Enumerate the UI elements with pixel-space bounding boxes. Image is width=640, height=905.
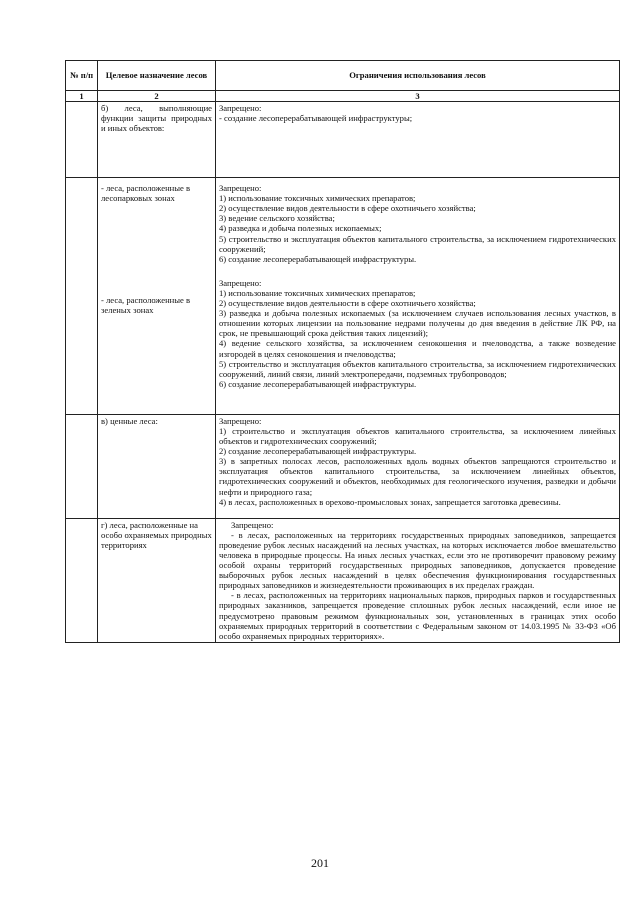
restriction-item: 4) ведение сельского хозяйства, за исключением сенокошения и пчеловодства, а также возведение изгородей в целях сенокошения и пчеловодства; xyxy=(219,338,616,359)
restriction-title: Запрещено: xyxy=(219,183,262,194)
purpose-cell: в) ценные леса: xyxy=(98,414,216,518)
header-row xyxy=(66,61,620,91)
table-row xyxy=(66,414,620,518)
restriction-list xyxy=(219,113,616,123)
purpose-cell: г) леса, расположенные на особо охраняемых природных территориях xyxy=(98,518,216,642)
restriction-item: 2) осуществление видов деятельности в сфере охотничьего хозяйства; xyxy=(219,298,476,309)
column-number: 1 xyxy=(66,91,98,102)
restriction-item: 4) разведка и добыча полезных ископаемых; xyxy=(219,223,382,234)
restriction-item: - создание лесоперерабатывающей инфраструктуры; xyxy=(219,113,413,124)
purpose-green-zones: - леса, расположенные в зеленых зонах xyxy=(101,295,191,316)
restriction-list xyxy=(219,193,616,264)
restriction-title: Запрещено: xyxy=(219,103,262,114)
restriction-list xyxy=(219,288,616,389)
column-number: 2 xyxy=(98,91,216,102)
column-number: 3 xyxy=(216,91,620,102)
column-number-row xyxy=(66,91,620,102)
table-row xyxy=(66,102,620,178)
restrictions-cell xyxy=(216,102,620,178)
restriction-item: 5) строительство и эксплуатация объектов капитального строительства, за исключением гидротехнических сооружений, линий связи, линий электропередачи, подземных трубопроводов; xyxy=(219,358,616,379)
row-number-cell xyxy=(66,178,98,415)
restriction-item: 2) создание лесоперерабатывающей инфраструктуры. xyxy=(219,446,417,457)
table-row xyxy=(66,178,620,415)
restrictions-cell xyxy=(216,414,620,518)
restriction-title: Запрещено: xyxy=(219,277,262,288)
restriction-item: - в лесах, расположенных на территориях национальных парков, природных парков и государственных природных заказников, запрещается проведение сплошных рубок лесных насаждений, если иное не предусмотрено правовым режимом функциональных зон, установленных в границах этих особо охраняемых природных территорий в соответствии с Федеральным законом от 14.03.1995 № 33-ФЗ «Об особо охраняемых природных территориях». xyxy=(219,590,616,641)
restriction-item: 1) использование токсичных химических препаратов; xyxy=(219,287,416,298)
restriction-item: 1) использование токсичных химических препаратов; xyxy=(219,193,416,204)
header-restrictions: Ограничения использования лесов xyxy=(216,61,620,91)
page-number: 201 xyxy=(311,856,329,870)
row-number-cell xyxy=(66,414,98,518)
table-row xyxy=(66,518,620,642)
restriction-list xyxy=(219,426,616,507)
restrictions-cell xyxy=(216,518,620,642)
restriction-item: 3) в запретных полосах лесов, расположенных вдоль водных объектов запрещаются строительство и эксплуатация объектов капитального строительства, за исключением линейных объектов, гидротехнических сооружений и объектов, необходимых для геологического изучения, разведки и добычи нефти и природного газа; xyxy=(219,456,616,497)
restriction-item: 6) создание лесоперерабатывающей инфраструктуры. xyxy=(219,378,417,389)
restriction-item: 4) в лесах, расположенных в орехово-промысловых зонах, запрещается заготовка древесины. xyxy=(219,496,561,507)
row-number-cell xyxy=(66,102,98,178)
purpose-forest-park: - леса, расположенные в лесопарковых зонах xyxy=(101,183,191,204)
purpose-cell: б) леса, выполняющие функции защиты природных и иных объектов: xyxy=(98,102,216,178)
row-number-cell xyxy=(66,518,98,642)
restrictions-cell xyxy=(216,178,620,415)
restriction-item: 3) разведка и добыча полезных ископаемых (за исключением случаев использования лесных участков, в отношении которых лицензии на пользование недрами получены до дня введения в действие ЛК РФ, на срок, не превышающий срока действия таких лицензий); xyxy=(219,308,616,339)
restrictions-table xyxy=(65,60,620,643)
restriction-item: 6) создание лесоперерабатывающей инфраструктуры. xyxy=(219,253,417,264)
header-purpose: Целевое назначение лесов xyxy=(98,61,216,91)
restriction-title: Запрещено: xyxy=(219,415,262,426)
header-num: № п/п xyxy=(66,61,98,91)
restriction-item: 2) осуществление видов деятельности в сфере охотничьего хозяйства; xyxy=(219,203,476,214)
purpose-cell xyxy=(98,178,216,415)
restriction-item: 5) строительство и эксплуатация объектов капитального строительства, за исключением гидротехнических сооружений; xyxy=(219,233,616,254)
restriction-item: - в лесах, расположенных на территориях государственных природных заповедников, запрещается проведение рубок лесных насаждений на лесных участках, на которых исключается любое вмешательство человека в природные процессы. На иных лесных участках, если это не противоречит правовому режиму особой охраны территорий государственных природных заповедников, допускается проведение выборочных рубок лесных насаждений в целях обеспечения функционирования государственных природных заповедников и жизнедеятельности проживающих в их пределах граждан. xyxy=(219,529,616,591)
restriction-item: 3) ведение сельского хозяйства; xyxy=(219,213,335,224)
restriction-title: Запрещено: xyxy=(231,519,274,530)
restriction-item: 1) строительство и эксплуатация объектов капитального строительства, за исключением линейных объектов и гидротехнических сооружений; xyxy=(219,425,616,447)
